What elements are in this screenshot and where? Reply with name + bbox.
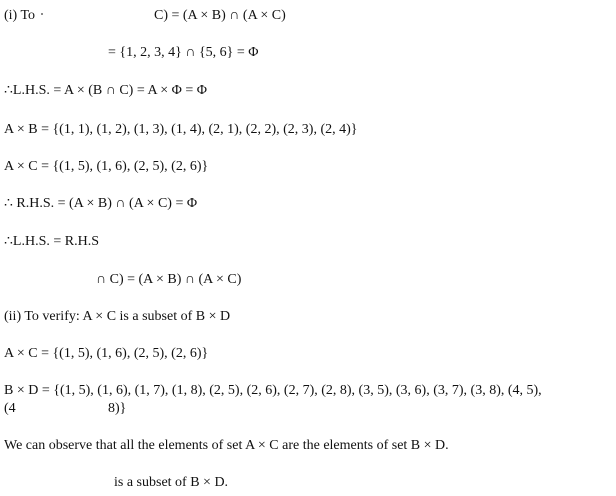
- equation-text: ∩ C) = (A × B) ∩ (A × C): [96, 272, 242, 287]
- line-4: [4, 122, 358, 138]
- line-10: [4, 346, 208, 362]
- line-9-part-ii-heading: [4, 309, 230, 325]
- equation-text: ∴L.H.S. = A × (B ∩ C) = A × Φ = Φ: [4, 83, 208, 98]
- line-14: [114, 475, 228, 491]
- ellipsis-dot-icon: [41, 13, 43, 15]
- line-2: [108, 45, 259, 61]
- line-12-end: [108, 401, 126, 417]
- equation-text: A × C = {(1, 5), (1, 6), (2, 5), (2, 6)}: [4, 346, 209, 361]
- line-1-equation: [154, 8, 286, 24]
- line-8: [96, 272, 241, 288]
- line-7: [4, 234, 99, 250]
- line-3: [4, 83, 207, 99]
- equation-text: B × D = {(1, 5), (1, 6), (1, 7), (1, 8), (2, 5), (2, 6), (2, 7), (2, 8), (3, 5), (3, 6), (3, 7), (3, 8), (4, 5),: [4, 383, 542, 398]
- equation-text: ∴ R.H.S. = (A × B) ∩ (A × C) = Φ: [4, 196, 198, 211]
- part-i-label: (i) To: [4, 8, 36, 23]
- line-11: [4, 383, 542, 399]
- equation-text: = {1, 2, 3, 4} ∩ {5, 6} = Φ: [108, 45, 259, 60]
- equation-text: A × C = {(1, 5), (1, 6), (2, 5), (2, 6)}: [4, 159, 209, 174]
- line-13: [4, 438, 449, 454]
- line-12-start: [4, 401, 16, 417]
- conclusion-text: We can observe that all the elements of set A × C are the elements of set B × D.: [4, 438, 449, 453]
- equation-text: A × B = {(1, 1), (1, 2), (1, 3), (1, 4), (2, 1), (2, 2), (2, 3), (2, 4)}: [4, 122, 358, 137]
- equation-text: C) = (A × B) ∩ (A × C): [154, 8, 286, 23]
- equation-text: ∴L.H.S. = R.H.S: [4, 234, 99, 249]
- line-6: [4, 196, 197, 212]
- equation-text: (4: [4, 401, 16, 416]
- line-1-part-i-heading: [4, 8, 43, 24]
- line-5: [4, 159, 208, 175]
- part-ii-label: (ii) To verify: A × C is a subset of B × D: [4, 309, 231, 324]
- equation-text: 8)}: [108, 401, 127, 416]
- conclusion-text: is a subset of B × D.: [114, 475, 229, 490]
